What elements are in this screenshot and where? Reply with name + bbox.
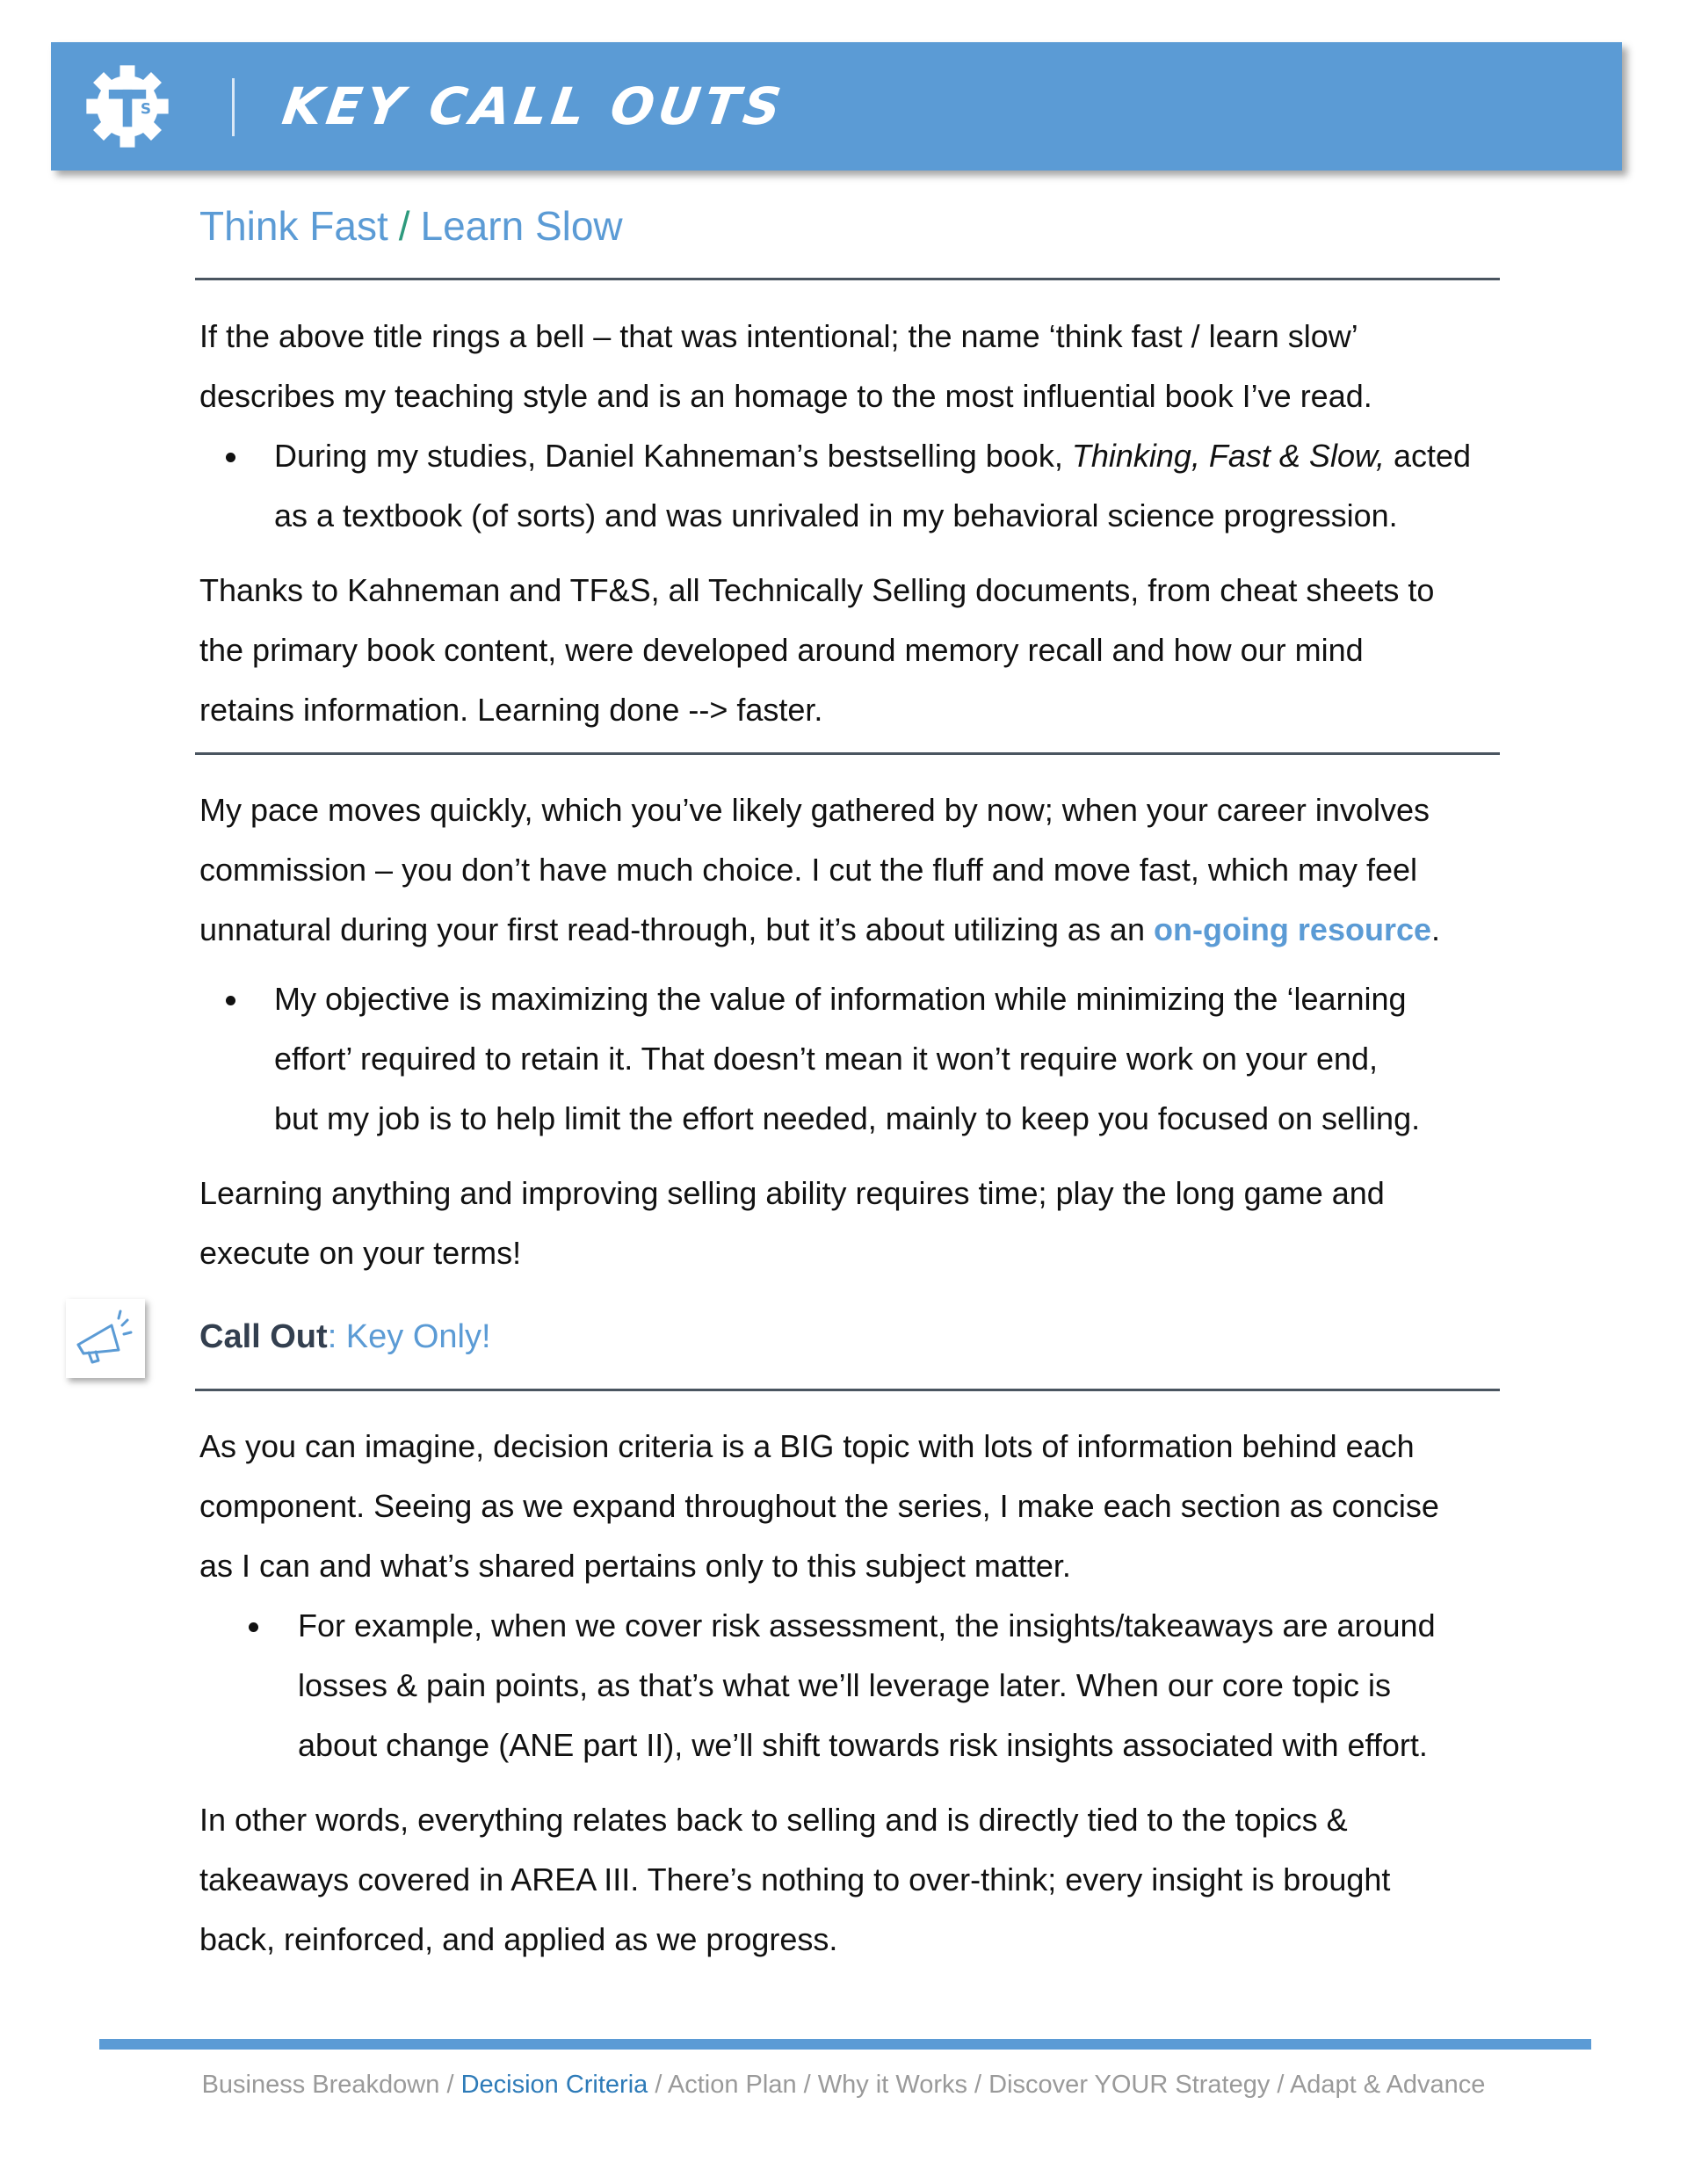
divider-rule bbox=[195, 1389, 1500, 1391]
callout-icon-box bbox=[66, 1299, 145, 1378]
footer-nav: Business Breakdown / Decision Criteria / Action Plan / Why it Works / Discover YOUR Strategy / Adapt & Advance bbox=[201, 2071, 1486, 2099]
bullet-dot bbox=[249, 1622, 258, 1632]
paragraph-6-line-2: takeaways covered in AREA III. There’s nothing to over-think; every insight is brought bbox=[199, 1861, 1391, 1897]
bullet-dot bbox=[226, 996, 235, 1005]
heading-left: Think Fast bbox=[199, 203, 388, 249]
bullet-1-line-2: as a textbook (of sorts) and was unrivaled in my behavioral science progression. bbox=[274, 497, 1398, 533]
banner-divider bbox=[232, 78, 235, 136]
logo-sub-letter: S bbox=[140, 99, 152, 118]
paragraph-1-line-1: If the above title rings a bell – that was intentional; the name ‘think fast / learn slow’ bbox=[199, 318, 1358, 354]
footer-item-why-it-works[interactable]: Why it Works bbox=[817, 2071, 967, 2099]
bullet-3-line-1: For example, when we cover risk assessment, the insights/takeaways are around bbox=[298, 1607, 1436, 1643]
book-title: Thinking, Fast & Slow, bbox=[1071, 438, 1385, 474]
footer-item-decision-criteria[interactable]: Decision Criteria bbox=[460, 2071, 648, 2099]
bullet-2-line-3: but my job is to help limit the effort needed, mainly to keep you focused on selling. bbox=[274, 1100, 1421, 1136]
paragraph-4-line-2: execute on your terms! bbox=[199, 1235, 522, 1271]
footer-bar bbox=[99, 2039, 1591, 2050]
paragraph-3-line-2: commission – you don’t have much choice. I cut the fluff and move fast, which may feel bbox=[199, 852, 1418, 888]
bullet-dot bbox=[226, 453, 235, 462]
footer-item-business-breakdown[interactable]: Business Breakdown bbox=[201, 2071, 440, 2099]
paragraph-4-line-1: Learning anything and improving selling ability requires time; play the long game and bbox=[199, 1175, 1385, 1211]
paragraph-2-line-2: the primary book content, were developed around memory recall and how our mind bbox=[199, 632, 1364, 668]
divider-rule bbox=[195, 752, 1500, 755]
bullet-3-line-3: about change (ANE part II), we’ll shift towards risk insights associated with effort. bbox=[298, 1727, 1428, 1763]
gear-logo-icon bbox=[81, 60, 174, 153]
paragraph-6-line-1: In other words, everything relates back to selling and is directly tied to the topics & bbox=[199, 1802, 1348, 1838]
footer-item-discover-your-strategy[interactable]: Discover YOUR Strategy bbox=[988, 2071, 1271, 2099]
paragraph-2-line-3: retains information. Learning done --> faster. bbox=[199, 692, 823, 728]
heading-right: Learn Slow bbox=[420, 203, 623, 249]
divider-rule bbox=[195, 278, 1500, 280]
callout-label: Call Out bbox=[199, 1318, 328, 1355]
bullet-3-line-2: losses & pain points, as that’s what we’ll leverage later. When our core topic is bbox=[298, 1667, 1391, 1703]
callout-title: Call Out: Key Only! bbox=[199, 1318, 491, 1355]
paragraph-5-line-1: As you can imagine, decision criteria is a BIG topic with lots of information behind each bbox=[199, 1428, 1415, 1464]
section-heading bbox=[199, 202, 623, 250]
callout-text: Key Only! bbox=[337, 1318, 491, 1355]
bullet-1-line-1: During my studies, Daniel Kahneman’s bestselling book, Thinking, Fast & Slow, acted bbox=[274, 438, 1472, 474]
paragraph-3-line-1: My pace moves quickly, which you’ve likely gathered by now; when your career involves bbox=[199, 792, 1430, 828]
paragraph-5-line-2: component. Seeing as we expand throughout the series, I make each section as concise bbox=[199, 1488, 1439, 1524]
header-banner bbox=[51, 42, 1622, 171]
footer-item-action-plan[interactable]: Action Plan bbox=[667, 2071, 797, 2099]
paragraph-5-line-3: as I can and what’s shared pertains only to this subject matter. bbox=[199, 1548, 1071, 1584]
on-going-resource-link[interactable]: on-going resource bbox=[1153, 911, 1432, 947]
paragraph-6-line-3: back, reinforced, and applied as we progress. bbox=[199, 1921, 838, 1957]
banner-title: KEY CALL OUTS bbox=[279, 76, 789, 136]
footer-item-adapt-advance[interactable]: Adapt & Advance bbox=[1289, 2071, 1486, 2099]
bullet-2-line-2: effort’ required to retain it. That doesn’t mean it won’t require work on your end, bbox=[274, 1041, 1379, 1077]
heading-slash: / bbox=[398, 203, 410, 249]
bullet-2-line-1: My objective is maximizing the value of information while minimizing the ‘learning bbox=[274, 981, 1407, 1017]
paragraph-1-line-2: describes my teaching style and is an homage to the most influential book I’ve read. bbox=[199, 378, 1372, 414]
paragraph-2-line-1: Thanks to Kahneman and TF&S, all Technically Selling documents, from cheat sheets to bbox=[199, 572, 1435, 608]
paragraph-3-line-3: unnatural during your first read-through, but it’s about utilizing as an on-going resource. bbox=[199, 911, 1441, 947]
megaphone-icon bbox=[66, 1299, 145, 1378]
